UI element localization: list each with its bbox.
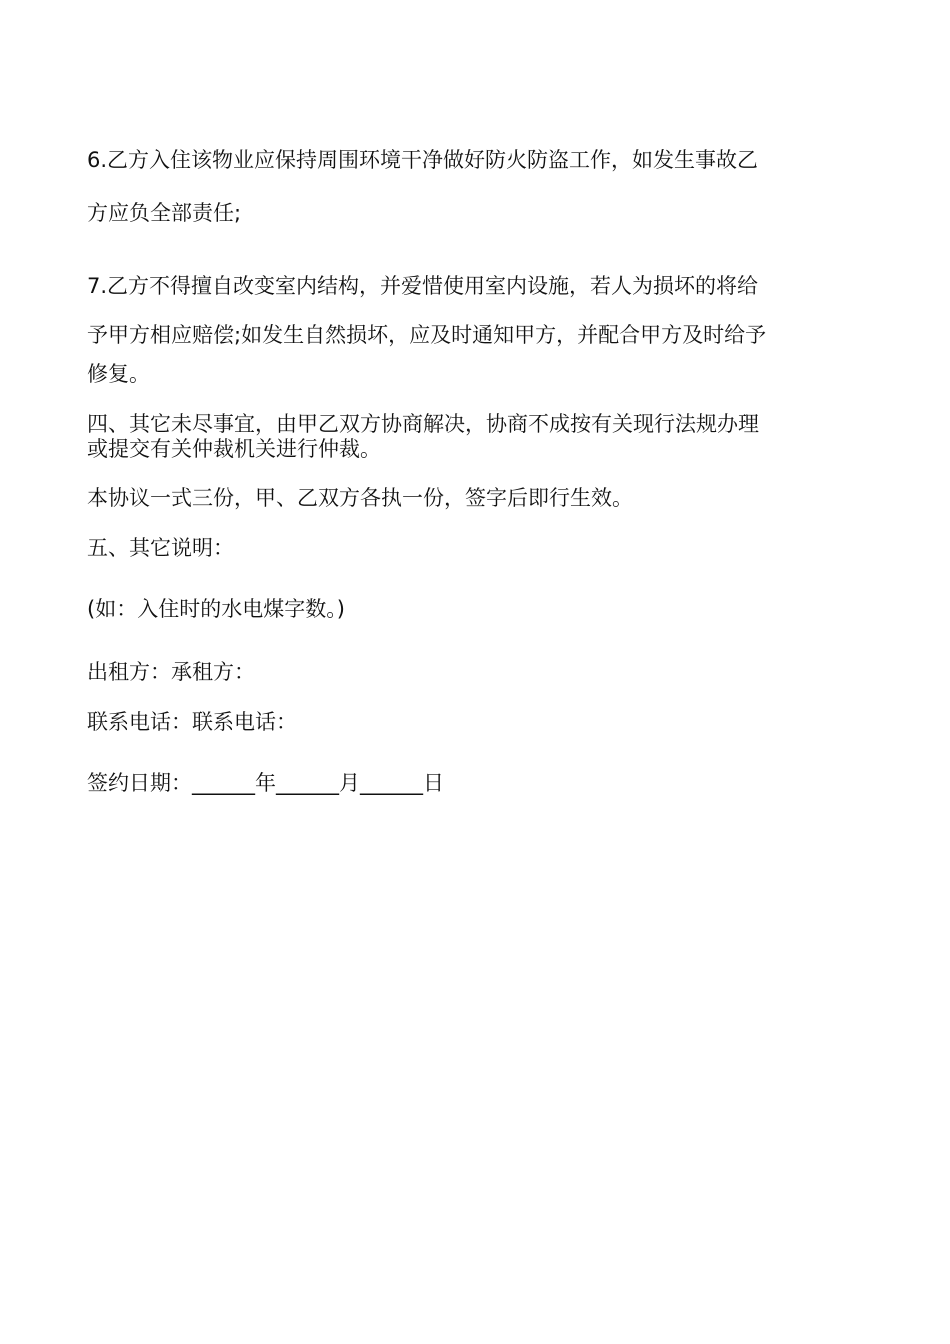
contact-phone-line: 联系电话：联系电话： <box>87 710 297 734</box>
clause-7-line-1: 7.乙方不得擅自改变室内结构，并爱惜使用室内设施，若人为损坏的将给 <box>87 274 759 298</box>
clause-6-line-1: 6.乙方入住该物业应保持周围环境干净做好防火防盗工作，如发生事故乙 <box>87 148 759 172</box>
copies-statement: 本协议一式三份，甲、乙双方各执一份，签字后即行生效。 <box>87 486 633 510</box>
section-5-heading: 五、其它说明： <box>87 536 234 560</box>
signing-date-line: 签约日期：______年______月______日 <box>87 771 444 795</box>
clause-7-line-2: 予甲方相应赔偿;如发生自然损坏，应及时通知甲方，并配合甲方及时给予 <box>87 323 767 347</box>
clause-7-line-3: 修复。 <box>87 362 150 386</box>
other-notes-example: (如：入住时的水电煤字数。) <box>87 597 345 621</box>
clause-6-line-2: 方应负全部责任; <box>87 201 242 225</box>
lessor-lessee-signature: 出租方：承租方： <box>87 660 255 684</box>
section-4-line-1: 四、其它未尽事宜，由甲乙双方协商解决，协商不成按有关现行法规办理 <box>87 412 759 436</box>
section-4-line-2: 或提交有关仲裁机关进行仲裁。 <box>87 437 381 461</box>
